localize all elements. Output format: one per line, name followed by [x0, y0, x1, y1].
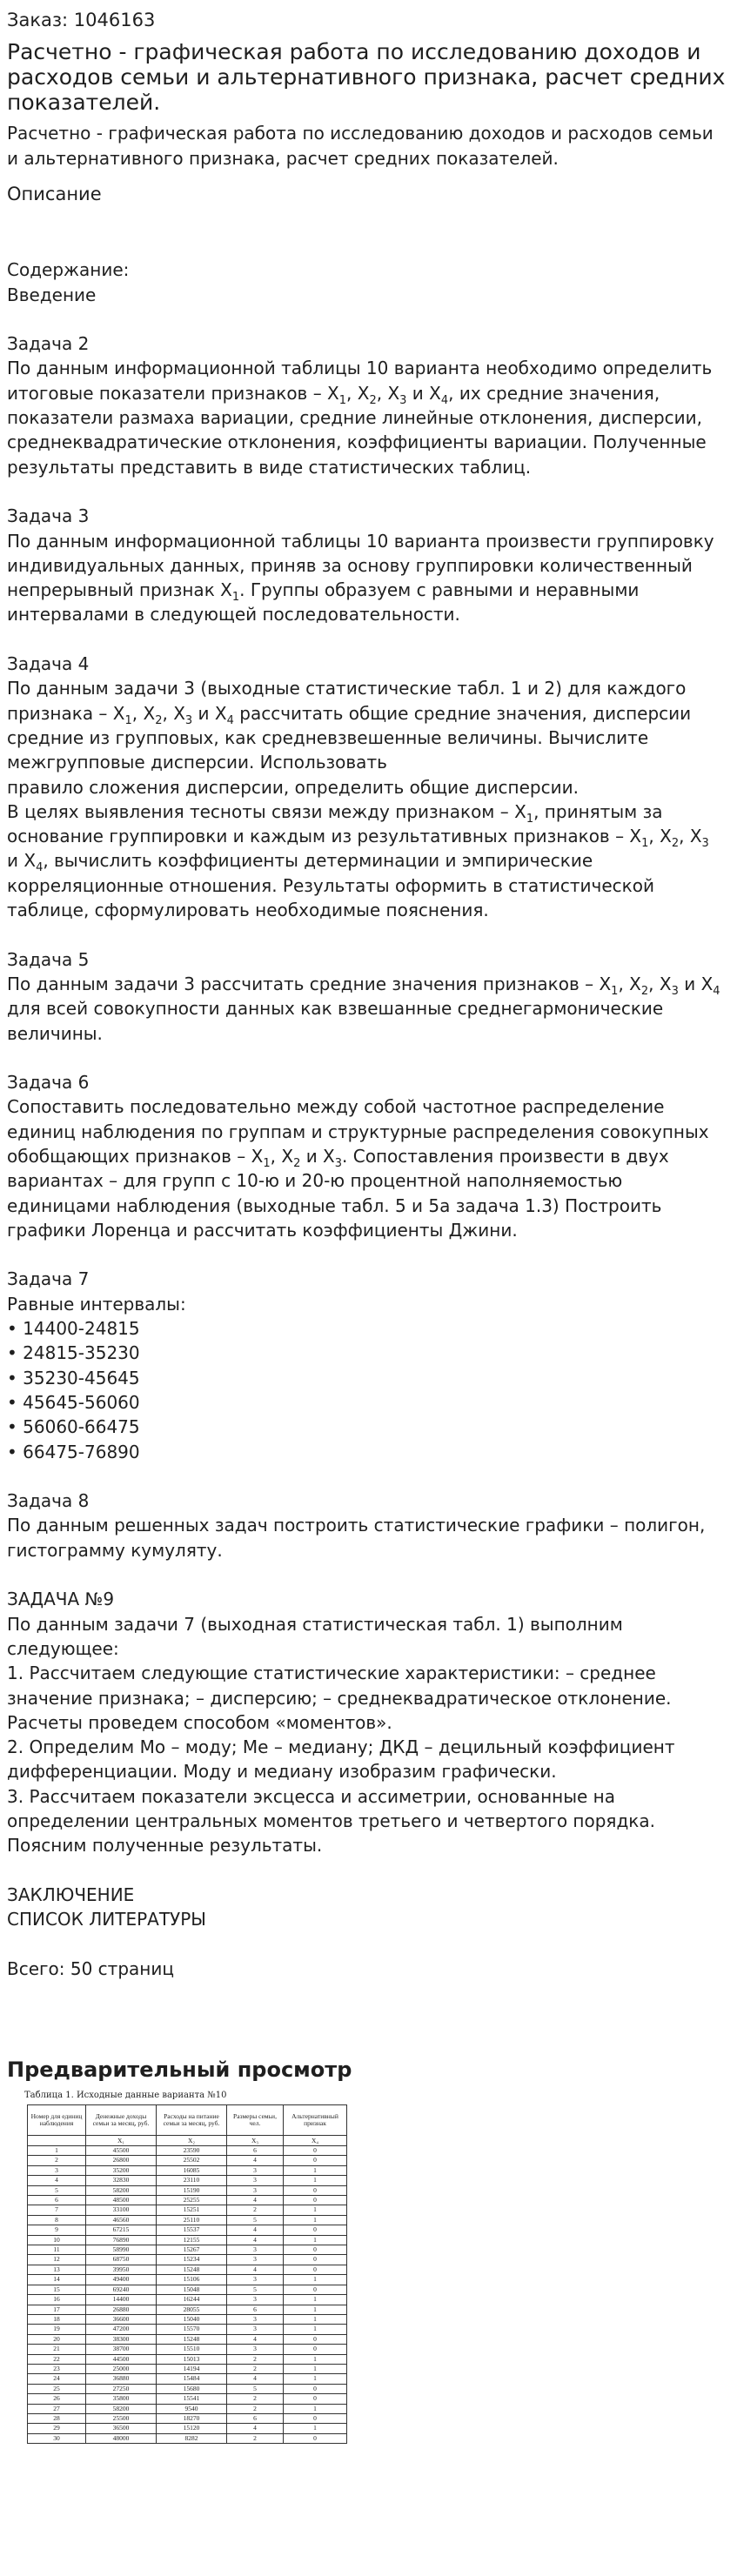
table-cell: 1: [284, 2404, 347, 2413]
column-subheader: X₄: [284, 2136, 347, 2146]
table-cell: 15: [28, 2285, 86, 2294]
task-4-text-2: правило сложения дисперсии, определить общие дисперсии.: [7, 776, 579, 798]
table-row: [28, 2176, 347, 2185]
table-cell: 47200: [86, 2325, 157, 2334]
table-row: [28, 2255, 347, 2265]
table-cell: 1: [28, 2146, 86, 2156]
table-cell: 2: [227, 2404, 284, 2413]
table-row: [28, 2196, 347, 2205]
table-cell: 2: [227, 2205, 284, 2215]
column-subheader: X₁: [86, 2136, 157, 2146]
table-cell: 28: [28, 2413, 86, 2423]
task-9-line: По данным задачи 7 (выходная статистическая табл. 1) выполним следующее:: [7, 1613, 623, 1659]
task-2-title: Задача 2: [7, 333, 90, 355]
table-cell: 15570: [157, 2325, 227, 2334]
table-cell: 2: [28, 2156, 86, 2165]
table-cell: 1: [284, 2295, 347, 2305]
table-cell: 1: [284, 2165, 347, 2175]
table-cell: 0: [284, 2156, 347, 2165]
table-cell: 4: [227, 2235, 284, 2245]
task-2-text: По данным информационной таблицы 10 варианта необходимо определить итоговые показатели признаков – $X_1$, $X_2$, $X_3$ и $X_4$, их средние значения, показатели размаха вариации, средние линейные отклонения, дисперсии, среднеквадратические отклонения, коэффициенты вариации. Полученные результаты представить в виде статистических таблиц.: [7, 358, 713, 478]
table-cell: 15248: [157, 2334, 227, 2344]
column-header: Размеры семьи, чел.: [227, 2105, 284, 2136]
table-cell: 15190: [157, 2185, 227, 2195]
table-cell: 0: [284, 2384, 347, 2393]
table-cell: 1: [284, 2354, 347, 2364]
table-cell: 15537: [157, 2225, 227, 2235]
table-row: [28, 2404, 347, 2413]
table-cell: 22: [28, 2354, 86, 2364]
column-header: Номер для единиц наблюдения: [28, 2105, 86, 2136]
table-cell: 3: [227, 2314, 284, 2324]
table-cell: 15541: [157, 2394, 227, 2404]
table-cell: 68750: [86, 2255, 157, 2265]
task-9-line: 1. Рассчитаем следующие статистические характеристики: – среднее значение признака; – дисперсию; – среднеквадратическое отклонение.: [7, 1663, 672, 1709]
description-content: [7, 233, 726, 1981]
table-row: [28, 2165, 347, 2175]
table-header-row: [28, 2105, 347, 2136]
order-number: Заказ: 1046163: [7, 10, 156, 30]
task-8-text: По данным решенных задач построить статистические графики – полигон, гистограмму кумуляту.: [7, 1515, 706, 1561]
task-9-line: 2. Определим Мо – моду; Ме – медиану; ДКД – децильный коэффициент дифференциации. Моду и медиану изобразим графически.: [7, 1736, 675, 1783]
table-cell: 6: [227, 2146, 284, 2156]
table-cell: 48500: [86, 2196, 157, 2205]
task-4-text-1: По данным задачи 3 (выходные статистические табл. 1 и 2) для каждого признака – $X_1$, $X_2$, $X_3$ и $X_4$ рассчитать общие средние значения, дисперсии средние из групповых, как средневзвешенные величины. Вычислите межгрупповые дисперсии. Использовать: [7, 678, 692, 773]
table-cell: 16244: [157, 2295, 227, 2305]
table-cell: 44500: [86, 2354, 157, 2364]
column-subheader: X₃: [227, 2136, 284, 2146]
column-header: Расходы на питание семьи за месяц, руб.: [157, 2105, 227, 2136]
table-row: [28, 2305, 347, 2314]
task-9-line: 3. Рассчитаем показатели эксцесса и ассиметрии, основанные на определении центральных моментов третьего и четвертого порядка. Поясним полученные результаты.: [7, 1785, 655, 1857]
table-cell: 8: [28, 2215, 86, 2225]
table-cell: 20: [28, 2334, 86, 2344]
table-cell: 4: [28, 2176, 86, 2185]
table-cell: 15484: [157, 2374, 227, 2384]
task-7-title: Задача 7: [7, 1268, 90, 1290]
table-cell: 6: [28, 2196, 86, 2205]
table-cell: 36600: [86, 2314, 157, 2324]
table-cell: 1: [284, 2275, 347, 2285]
table-cell: 3: [227, 2185, 284, 2195]
table-cell: 4: [227, 2334, 284, 2344]
table-cell: 2: [227, 2394, 284, 2404]
table-cell: 36500: [86, 2424, 157, 2433]
table-cell: 15048: [157, 2285, 227, 2294]
table-cell: 27250: [86, 2384, 157, 2393]
table-cell: 2: [227, 2364, 284, 2373]
table-cell: 1: [284, 2235, 347, 2245]
table-row: [28, 2215, 347, 2225]
table-cell: 6: [227, 2413, 284, 2423]
table-row: [28, 2285, 347, 2294]
table-row: [28, 2433, 347, 2443]
table-cell: 76890: [86, 2235, 157, 2245]
table-cell: 0: [284, 2285, 347, 2294]
task-9-text: [7, 1612, 726, 1858]
table-cell: 1: [284, 2215, 347, 2225]
table-cell: 25500: [86, 2413, 157, 2423]
table-cell: 30: [28, 2433, 86, 2443]
table-cell: 15120: [157, 2424, 227, 2433]
preview-image: [7, 2088, 355, 2576]
table-cell: 25000: [86, 2364, 157, 2373]
table-cell: 58200: [86, 2404, 157, 2413]
interval-item: • 56060-66475: [7, 1416, 140, 1438]
table-cell: 36880: [86, 2374, 157, 2384]
table-cell: 5: [227, 2285, 284, 2294]
interval-item: • 66475-76890: [7, 1441, 140, 1462]
table-cell: 29: [28, 2424, 86, 2433]
task-6-title: Задача 6: [7, 1072, 90, 1094]
table-row: [28, 2374, 347, 2384]
table-cell: 16085: [157, 2165, 227, 2175]
table-cell: 17: [28, 2305, 86, 2314]
table-cell: 3: [227, 2345, 284, 2354]
literature-item: СПИСОК ЛИТЕРАТУРЫ: [7, 1909, 206, 1930]
table-row: [28, 2225, 347, 2235]
table-cell: 69240: [86, 2285, 157, 2294]
table-cell: 26880: [86, 2305, 157, 2314]
table-row: [28, 2265, 347, 2274]
table-cell: 0: [284, 2245, 347, 2255]
table-cell: 46560: [86, 2215, 157, 2225]
table-cell: 0: [284, 2345, 347, 2354]
table-cell: 3: [227, 2245, 284, 2255]
table-cell: 5: [227, 2384, 284, 2393]
table-cell: 5: [28, 2185, 86, 2195]
description-heading: Описание: [7, 184, 102, 204]
table-cell: 15013: [157, 2354, 227, 2364]
task-8-title: Задача 8: [7, 1490, 90, 1512]
table-cell: 4: [227, 2265, 284, 2274]
task-5-text: По данным задачи 3 рассчитать средние значения признаков – $X_1$, $X_2$, $X_3$ и $X_4$ для всей совокупности данных как взвешанные среднегармонические величины.: [7, 973, 720, 1044]
interval-list: [7, 1316, 726, 1464]
table-cell: 45500: [86, 2146, 157, 2156]
table-cell: 4: [227, 2225, 284, 2235]
table-cell: 4: [227, 2196, 284, 2205]
table-cell: 35200: [86, 2165, 157, 2175]
table-row: [28, 2424, 347, 2433]
table-cell: 1: [284, 2176, 347, 2185]
table-cell: 14400: [86, 2295, 157, 2305]
table-cell: 28055: [157, 2305, 227, 2314]
table-cell: 0: [284, 2433, 347, 2443]
task-9-title: ЗАДАЧА №9: [7, 1589, 115, 1610]
table-row: [28, 2354, 347, 2364]
table-cell: 4: [227, 2156, 284, 2165]
column-subheader: [28, 2136, 86, 2146]
table-cell: 15251: [157, 2205, 227, 2215]
table-cell: 27: [28, 2404, 86, 2413]
interval-item: • 24815-35230: [7, 1342, 140, 1364]
table-cell: 3: [227, 2176, 284, 2185]
table-cell: 35800: [86, 2394, 157, 2404]
table-cell: 26800: [86, 2156, 157, 2165]
table-cell: 19: [28, 2325, 86, 2334]
table-cell: 25255: [157, 2196, 227, 2205]
task-7-intervals-label: Равные интервалы:: [7, 1293, 186, 1315]
table-caption: Таблица 1. Исходные данные варианта №10: [24, 2091, 227, 2100]
table-cell: 3: [227, 2255, 284, 2265]
table-cell: 16: [28, 2295, 86, 2305]
table-cell: 49400: [86, 2275, 157, 2285]
intro-item: Введение: [7, 284, 97, 305]
table-cell: 2: [227, 2354, 284, 2364]
table-cell: 9540: [157, 2404, 227, 2413]
interval-item: • 45645-56060: [7, 1391, 140, 1413]
column-header: Денежные доходы семьи за месяц, руб.: [86, 2105, 157, 2136]
table-row: [28, 2295, 347, 2305]
table-row: [28, 2235, 347, 2245]
source-data-table: [27, 2104, 347, 2444]
column-header: Альтернативный признак: [284, 2105, 347, 2136]
table-cell: 23110: [157, 2176, 227, 2185]
table-cell: 1: [284, 2325, 347, 2334]
table-row: [28, 2394, 347, 2404]
table-cell: 26: [28, 2394, 86, 2404]
table-cell: 15267: [157, 2245, 227, 2255]
table-cell: 0: [284, 2196, 347, 2205]
table-cell: 3: [227, 2165, 284, 2175]
table-cell: 1: [284, 2364, 347, 2373]
table-cell: 38700: [86, 2345, 157, 2354]
task-4-text-3: В целях выявления тесноты связи между признаком – $X_1$, принятым за основание группировки и каждым из результативных признаков – $X_1$, $X_2$, $X_3$ и $X_4$, вычислить коэффициенты детерминации и эмпирические корреляционные отношения. Результаты оформить в статистической таблице, сформулировать необходимые пояснения.: [7, 800, 709, 921]
table-cell: 1: [284, 2314, 347, 2324]
table-cell: 0: [284, 2413, 347, 2423]
table-cell: 15680: [157, 2384, 227, 2393]
table-cell: 4: [227, 2424, 284, 2433]
table-cell: 15248: [157, 2265, 227, 2274]
table-cell: 10: [28, 2235, 86, 2245]
task-5-title: Задача 5: [7, 948, 90, 970]
table-cell: 15510: [157, 2345, 227, 2354]
table-cell: 18: [28, 2314, 86, 2324]
table-cell: 6: [227, 2305, 284, 2314]
table-cell: 0: [284, 2265, 347, 2274]
table-row: [28, 2325, 347, 2334]
task-3-text: По данным информационной таблицы 10 варианта произвести группировку индивидуальных данных, приняв за основу группировки количественный непрерывный признак $X_1$. Группы образуем с равными и неравными интервалами в следующей последовательности.: [7, 530, 714, 626]
task-6-text: Сопоставить последовательно между собой частотное распределение единиц наблюдения по группам и структурные распределения совокупных обобщающих признаков – $X_1$, $X_2$ и $X_3$. Сопоставления произвести в двух вариантах – для групп с 10-ю и 20-ю процентной наполняемостью единицами наблюдения (выходные табл. 5 и 5а задача 1.3) Построить графики Лоренца и рассчитать коэффициенты Джини.: [7, 1096, 709, 1241]
table-cell: 33100: [86, 2205, 157, 2215]
table-cell: 2: [227, 2433, 284, 2443]
table-cell: 1: [284, 2424, 347, 2433]
table-cell: 4: [227, 2374, 284, 2384]
table-cell: 1: [284, 2305, 347, 2314]
table-cell: 67215: [86, 2225, 157, 2235]
table-cell: 7: [28, 2205, 86, 2215]
table-row: [28, 2156, 347, 2165]
table-cell: 18270: [157, 2413, 227, 2423]
table-row: [28, 2205, 347, 2215]
table-cell: 12: [28, 2255, 86, 2265]
interval-item: • 14400-24815: [7, 1318, 140, 1340]
table-cell: 32830: [86, 2176, 157, 2185]
table-cell: 15040: [157, 2314, 227, 2324]
table-row: [28, 2413, 347, 2423]
table-cell: 58990: [86, 2245, 157, 2255]
table-cell: 23590: [157, 2146, 227, 2156]
table-cell: 3: [227, 2295, 284, 2305]
table-subheader-row: [28, 2136, 347, 2146]
table-row: [28, 2334, 347, 2344]
table-cell: 39950: [86, 2265, 157, 2274]
column-subheader: X₂: [157, 2136, 227, 2146]
table-cell: 25110: [157, 2215, 227, 2225]
table-cell: 14194: [157, 2364, 227, 2373]
table-cell: 23: [28, 2364, 86, 2373]
table-cell: 13: [28, 2265, 86, 2274]
table-cell: 11: [28, 2245, 86, 2255]
table-row: [28, 2245, 347, 2255]
table-row: [28, 2314, 347, 2324]
table-cell: 38300: [86, 2334, 157, 2344]
page-subtitle: Расчетно - графическая работа по исследованию доходов и расходов семьи и альтернативного признака, расчет средних показателей.: [7, 123, 714, 169]
table-cell: 0: [284, 2225, 347, 2235]
table-row: [28, 2185, 347, 2195]
page-title: Расчетно - графическая работа по исследованию доходов и расходов семьи и альтернативного признака, расчет средних показателей.: [7, 39, 726, 115]
table-cell: 8282: [157, 2433, 227, 2443]
table-cell: 1: [284, 2374, 347, 2384]
table-cell: 0: [284, 2146, 347, 2156]
table-cell: 0: [284, 2394, 347, 2404]
task-4-title: Задача 4: [7, 653, 90, 675]
table-cell: 1: [284, 2205, 347, 2215]
table-cell: 0: [284, 2334, 347, 2344]
table-cell: 25502: [157, 2156, 227, 2165]
table-cell: 15106: [157, 2275, 227, 2285]
table-cell: 0: [284, 2255, 347, 2265]
table-cell: 21: [28, 2345, 86, 2354]
table-cell: 9: [28, 2225, 86, 2235]
table-cell: 5: [227, 2215, 284, 2225]
table-row: [28, 2146, 347, 2156]
table-cell: 15234: [157, 2255, 227, 2265]
table-cell: 12155: [157, 2235, 227, 2245]
contents-label: Содержание:: [7, 259, 130, 281]
table-cell: 0: [284, 2185, 347, 2195]
table-row: [28, 2275, 347, 2285]
total-pages: Всего: 50 страниц: [7, 1957, 174, 1979]
table-cell: 48000: [86, 2433, 157, 2443]
conclusion-item: ЗАКЛЮЧЕНИЕ: [7, 1883, 135, 1905]
preview-heading: Предварительный просмотр: [7, 2057, 352, 2082]
task-9-line: Расчеты проведем способом «моментов».: [7, 1711, 392, 1733]
task-3-title: Задача 3: [7, 505, 90, 527]
table-cell: 24: [28, 2374, 86, 2384]
table-cell: 58200: [86, 2185, 157, 2195]
table-cell: 25: [28, 2384, 86, 2393]
table-row: [28, 2364, 347, 2373]
table-cell: 3: [227, 2275, 284, 2285]
interval-item: • 35230-45645: [7, 1367, 140, 1388]
table-cell: 3: [28, 2165, 86, 2175]
table-cell: 3: [227, 2325, 284, 2334]
table-row: [28, 2345, 347, 2354]
table-row: [28, 2384, 347, 2393]
table-cell: 14: [28, 2275, 86, 2285]
